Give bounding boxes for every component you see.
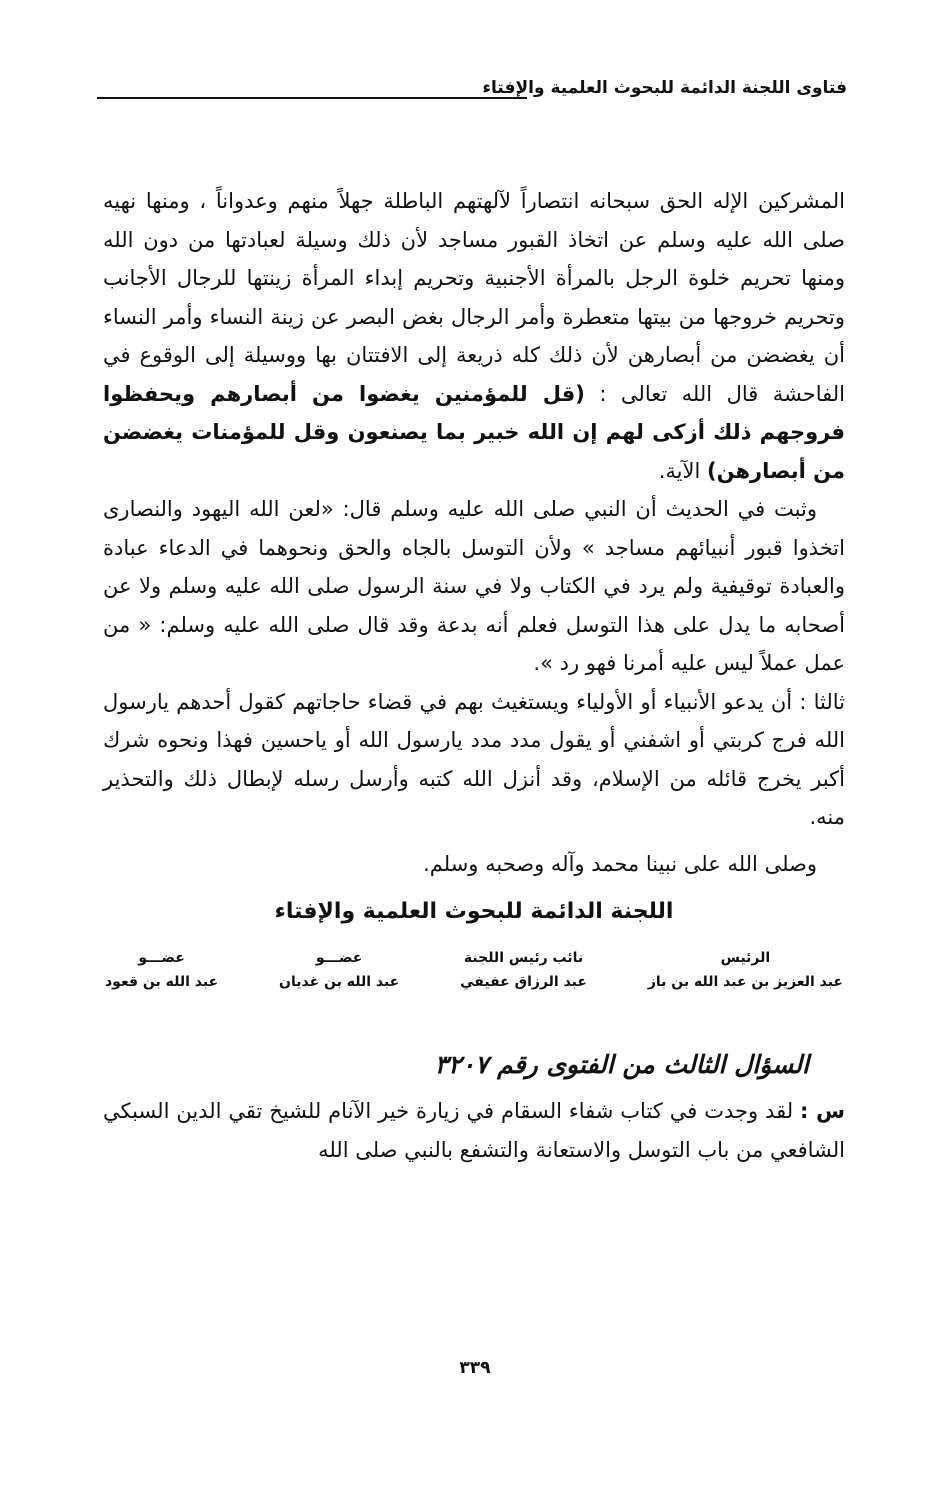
question-label: س : xyxy=(800,1099,845,1123)
quote-tail: الآية. xyxy=(658,458,701,483)
signature-role: عضـــو xyxy=(315,949,363,966)
question-text: لقد وجدت في كتاب شفاء السقام في زيارة خير الآنام للشيخ تقي الدين السبكي الشافعي من باب التوسل والاستعانة والتشفع بالنبي صلى الله xyxy=(103,1099,845,1162)
signature-role: عضـــو xyxy=(138,949,185,966)
paragraph-third-point: ثالثا : أن يدعو الأنبياء أو الأولياء ويستغيث بهم في قضاء حاجاتهم كقول أحدهم يارسول الله فرج كربتي أو اشفني أو يقول مدد مدد يارسول الله أو ياحسين فهذا ونحوه شرك أكبر يخرج قائله من الإسلام، وقد أنزل الله كتبه وأرسل رسله لإبطال ذلك والتحذير منه. xyxy=(103,689,845,829)
paragraph-prohibitions-text: المشركين الإله الحق سبحانه انتصاراً لآلهتهم الباطلة جهلاً منهم وعدواناً ، ومنها نهيه صلى الله عليه وسلم عن اتخاذ القبور مساجد لأن ذلك وسيلة لعبادتها من دون الله ومنها تحريم خلوة الرجل بالمرأة الأجنبية وتحريم إبداء المرأة زينتها للرجال الأجانب وتحريم خروجها من بيتها متعطرة وأمر الرجال بغض البصر عن زينة النساء وأمر النساء أن يغضضن من أبصارهن لأن ذلك كله ذريعة إلى الافتتان بها ووسيلة إلى الوقوع في الفاحشة قال الله تعالى : xyxy=(103,189,845,406)
signature-name: عبد الله بن غديان xyxy=(279,973,400,990)
question-heading: السؤال الثالث من الفتوى رقم ٣٢٠٧ xyxy=(434,1049,809,1079)
signature-role: نائب رئيس اللجنة xyxy=(463,949,584,966)
signatures-block xyxy=(103,946,845,994)
paragraph-prohibitions xyxy=(103,182,845,490)
signature-chairman xyxy=(648,946,843,994)
signature-name: عبد العزيز بن عبد الله بن باز xyxy=(647,973,843,990)
running-header xyxy=(97,78,847,106)
running-header-title: فتاوى اللجنة الدائمة للبحوث العلمية والإفتاء xyxy=(482,78,847,98)
signature-member-ghudayan xyxy=(279,946,399,994)
question-paragraph xyxy=(103,1092,845,1169)
quran-quote: (قل للمؤمنين يغضوا من أبصارهم ويحفظوا فروجهم ذلك أزكى لهم إن الله خبير بما يصنعون وقل للمؤمنات يغضضن من أبصارهن) xyxy=(103,381,845,483)
page-number: ٣٣٩ xyxy=(459,1358,491,1378)
paragraph-hadith: وثبت في الحديث أن النبي صلى الله عليه وسلم قال: «لعن الله اليهود والنصارى اتخذوا قبور أنبيائهم مساجد » ولأن التوسل بالجاه والحق ونحوهما في الدعاء عبادة والعبادة توقيفية ولم يرد في الكتاب ولا في سنة الرسول صلى الله عليه وسلم ولا عن أصحابه ما يدل على هذا التوسل فعلم أنه بدعة وقد قال صلى الله عليه وسلم: « من عمل عملاً ليس عليه أمرنا فهو رد ». xyxy=(103,497,845,675)
header-rule xyxy=(97,97,527,99)
signature-name: عبد الله بن قعود xyxy=(105,973,219,990)
signature-deputy xyxy=(460,946,587,994)
closing-blessing: وصلى الله على نبينا محمد وآله وصحبه وسلم. xyxy=(423,851,817,876)
page-body xyxy=(103,182,845,1169)
signature-name: عبد الرزاق عفيفي xyxy=(460,973,587,990)
signature-member-qaud xyxy=(105,946,218,994)
signature-role: الرئيس xyxy=(720,949,771,966)
committee-title: اللجنة الدائمة للبحوث العلمية والإفتاء xyxy=(274,899,674,924)
